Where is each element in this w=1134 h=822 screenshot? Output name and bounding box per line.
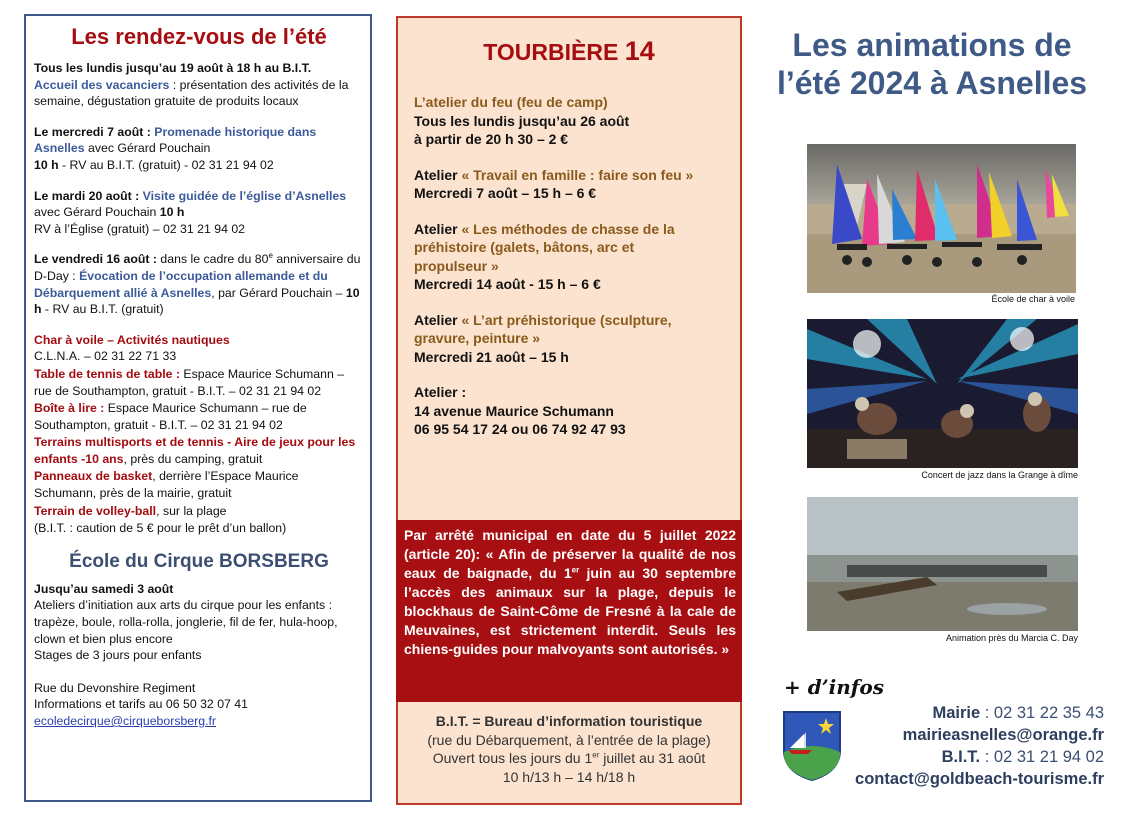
bit-hours-text: juillet au 31 août xyxy=(599,750,706,766)
sand-yacht-image xyxy=(807,144,1076,293)
event-dday xyxy=(34,251,364,317)
superscript: er xyxy=(592,750,600,760)
atelier-street: 14 avenue Maurice Schumann xyxy=(414,402,614,419)
beach-image xyxy=(807,497,1078,631)
event-desc: avec Gérard Pouchain xyxy=(34,205,160,220)
contact-phone: : 02 31 22 35 43 xyxy=(980,704,1104,722)
activity-title: Terrain de volley-ball xyxy=(34,503,157,518)
atelier-art xyxy=(398,311,740,367)
page-title-line1: Les animations de xyxy=(792,27,1072,63)
cirque-address: Rue du Devonshire Regiment xyxy=(34,680,196,695)
cirque-phone: Informations et tarifs au 06 50 32 07 41 xyxy=(34,697,248,712)
event-date: Le vendredi 16 août : xyxy=(34,252,161,267)
atelier-label: Atelier xyxy=(414,166,462,183)
section-title-cirque: École du Cirque BORSBERG xyxy=(69,550,329,572)
atelier-label: Atelier : xyxy=(414,384,467,400)
atelier-date: Mercredi 7 août – 15 h – 6 € xyxy=(414,185,597,201)
tourbiere-title-text: TOURBIÈRE xyxy=(483,39,625,65)
atelier-title: « L’art préhistorique (sculpture, gravure, peinture » xyxy=(414,311,672,346)
event-time: 10 h xyxy=(34,157,59,172)
atelier-title: L’atelier du feu (feu de camp) xyxy=(414,94,608,110)
event-title: Promenade historique dans Asnelles xyxy=(34,124,317,156)
event-date: Le mardi 20 août : xyxy=(34,188,143,203)
infos-heading: + d’infos xyxy=(784,675,885,699)
activity-title: Table de tennis de table : xyxy=(34,366,180,381)
contact-label: B.I.T. xyxy=(941,748,981,766)
activity-char-a-voile xyxy=(34,332,364,365)
atelier-feu xyxy=(398,93,740,149)
activity-volley xyxy=(34,503,364,520)
activity-title: Panneaux de basket xyxy=(34,469,153,484)
caption-char-a-voile: École de char à voile xyxy=(991,294,1075,304)
event-desc: dans le cadre du 80 xyxy=(160,252,269,267)
activity-boite-a-lire xyxy=(34,400,364,433)
atelier-time: à partir de 20 h 30 – 2 € xyxy=(414,131,569,147)
contact-label: Mairie xyxy=(932,704,981,722)
atelier-phone: 06 95 54 17 24 ou 06 74 92 47 93 xyxy=(414,421,626,437)
cirque-details xyxy=(34,581,364,664)
atelier-title: « Travail en famille : faire son feu » xyxy=(461,166,694,183)
contact-email-mairie xyxy=(903,726,1104,745)
cirque-desc: Ateliers d’initiation aux arts du cirque pour les enfants : trapèze, boule, rolla-rolla, jonglerie, fil de fer, hula-hoop, clown et bien plus encore xyxy=(34,598,338,646)
event-desc: - RV au B.I.T. (gratuit) xyxy=(41,302,164,317)
activity-desc: C.L.N.A. – 02 31 22 71 33 xyxy=(34,349,177,364)
event-promenade xyxy=(34,124,364,174)
bit-address: (rue du Débarquement, à l’entrée de la plage) xyxy=(427,731,711,748)
bit-title: B.I.T. = Bureau d’information touristique xyxy=(435,713,703,729)
activity-multisports xyxy=(34,434,364,467)
activity-caution xyxy=(34,520,364,537)
atelier-title: « Les méthodes de chasse de la préhistoire (galets, bâtons, arc et propulseur » xyxy=(414,220,675,274)
atelier-date: Mercredi 14 août - 15 h – 6 € xyxy=(414,276,601,292)
bit-hours-text: Ouvert tous les jours du 1 xyxy=(432,750,593,766)
atelier-label: Atelier xyxy=(414,220,462,237)
atelier-label: Atelier xyxy=(414,311,462,328)
caption-marcia: Animation près du Marcia C. Day xyxy=(945,633,1078,643)
event-desc: : présentation des activités de la semaine, dégustation gratuite de produits locaux xyxy=(34,77,349,109)
bit-hours: 10 h/13 h – 14 h/18 h xyxy=(502,768,636,785)
middle-column xyxy=(396,16,742,805)
activity-title: Terrains multisports et de tennis - Aire de jeux pour les enfants -10 ans xyxy=(34,435,356,466)
email-bit-link[interactable]: contact@goldbeach-tourisme.fr xyxy=(855,770,1104,788)
cirque-date: Jusqu’au samedi 3 août xyxy=(34,581,174,596)
page-title-line2: l’été 2024 à Asnelles xyxy=(776,65,1088,101)
section-title-summer-events: Les rendez-vous de l’été xyxy=(71,24,327,49)
contact-bit xyxy=(942,748,1104,767)
contact-phone: : 02 31 21 94 02 xyxy=(980,748,1104,766)
activity-title: Boîte à lire : xyxy=(34,401,105,416)
activity-desc: (B.I.T. : caution de 5 € pour le prêt d’un ballon) xyxy=(34,521,287,536)
atelier-date: Tous les lundis jusqu’au 26 août xyxy=(414,112,630,129)
event-accueil xyxy=(34,60,364,110)
notice-text: juin au 30 septembre l’accès des animaux sur la plage, depuis le blockhaus de Saint-Côme de Fresné à la cale de Meuvaines, est strictement interdit. Seuls les chiens-guides pour malvoyants sont autorisés. » xyxy=(404,565,736,657)
event-desc: anniversaire du D-Day : xyxy=(34,252,361,283)
event-desc: , par Gérard Pouchain – xyxy=(211,285,346,300)
photo-concert xyxy=(807,319,1078,468)
event-title: Visite guidée de l’église d’Asnelles xyxy=(142,188,347,203)
bit-info xyxy=(398,712,740,786)
caption-concert: Concert de jazz dans la Grange à dîme xyxy=(921,470,1078,480)
activity-desc: , derrière l’Espace Maurice Schumann, près de la mairie, gratuit xyxy=(34,469,299,501)
superscript: er xyxy=(571,565,580,575)
notice-text: Par arrêté municipal en date du 5 juillet 2022 (article 20): « Afin de préserver la qualité de nos eaux de baignade, du 1 xyxy=(404,527,736,581)
activity-tennis-table xyxy=(34,366,364,399)
event-date: Le mercredi 7 août : xyxy=(34,124,155,139)
event-visite-eglise xyxy=(34,188,364,238)
superscript: e xyxy=(268,251,273,261)
event-desc: avec Gérard Pouchain xyxy=(84,141,211,156)
activity-basket xyxy=(34,468,364,501)
atelier-chasse xyxy=(398,220,740,294)
municipal-notice xyxy=(396,520,742,702)
tourbiere-title-number: 14 xyxy=(624,36,655,66)
event-title: Accueil des vacanciers xyxy=(34,77,170,92)
photo-char-a-voile xyxy=(807,144,1076,293)
event-desc: - RV au B.I.T. (gratuit) - 02 31 21 94 02 xyxy=(58,157,274,172)
event-title: Évocation de l’occupation allemande et du Débarquement allié à Asnelles xyxy=(34,268,328,300)
photo-marcia xyxy=(807,497,1078,631)
event-desc: RV à l’Église (gratuit) – 02 31 21 94 02 xyxy=(34,221,245,236)
event-time: 10 h xyxy=(34,285,360,317)
activity-desc: , sur la plage xyxy=(156,503,227,518)
page-title xyxy=(756,26,1108,102)
contact-mairie xyxy=(932,704,1104,723)
tourbiere-title xyxy=(398,36,740,67)
cirque-contact xyxy=(34,680,364,730)
contact-email-bit xyxy=(855,770,1104,789)
atelier-address xyxy=(398,383,740,439)
activity-desc: Espace Maurice Schumann – rue de Southampton, gratuit - B.I.T. – 02 31 21 94 02 xyxy=(34,366,345,398)
event-date: Tous les lundis jusqu’au 19 août à 18 h au B.I.T. xyxy=(34,61,312,75)
cirque-email-link[interactable]: ecoledecirque@cirqueborsberg.fr xyxy=(34,714,217,728)
concert-image xyxy=(807,319,1078,468)
cirque-desc: Stages de 3 jours pour enfants xyxy=(34,648,202,663)
atelier-date: Mercredi 21 août – 15 h xyxy=(414,348,569,365)
activity-title: Char à voile – Activités nautiques xyxy=(34,332,230,347)
activity-desc: Espace Maurice Schumann – rue de Southampton, gratuit - B.I.T. – 02 31 21 94 02 xyxy=(34,401,307,432)
activity-desc: , près du camping, gratuit xyxy=(123,451,263,466)
coat-of-arms-icon xyxy=(782,710,842,782)
left-column xyxy=(24,14,372,802)
event-time: 10 h xyxy=(159,205,185,220)
email-mairie-link[interactable]: mairieasnelles@orange.fr xyxy=(902,726,1104,744)
atelier-famille xyxy=(398,166,740,203)
